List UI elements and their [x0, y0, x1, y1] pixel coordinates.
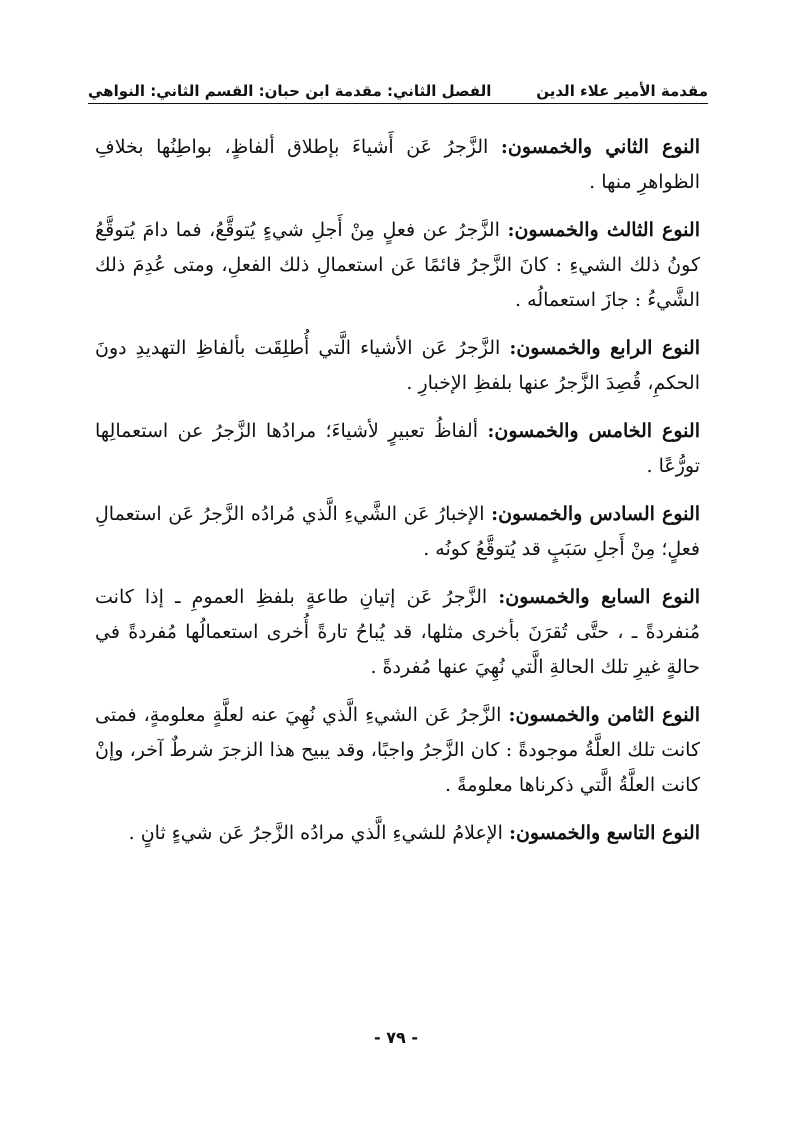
paragraph: [95, 331, 700, 401]
paragraph: [95, 580, 700, 685]
paragraph: [95, 698, 700, 803]
page-number: - ٧٩ -: [374, 1028, 418, 1047]
paragraph-text: الزَّجرُ عن فعلٍ مِنْ أَجلِ شيءٍ يُتوقَّعُ، فما دامَ يُتوقَّعُ كونُ ذلك الشيءِ : كانَ الزَّجرُ قائمًا عَن استعمالِ ذلك الفعلِ، ومتى عُدِمَ ذلك الشَّيءُ : جازَ استعمالُه .: [95, 219, 700, 311]
paragraph-text: الزَّجرُ عَن إتيانِ طاعةٍ بلفظِ العمومِ ـ إذا كانت مُنفردةً ـ ، حتَّى تُقرَنَ بأخرى مثلها، قد يُباحُ تارةً أُخرى استعمالُها مُفردةً في حالةٍ غيرِ تلك الحالةِ الَّتي نُهِيَ عنها مُفردةً .: [95, 586, 700, 678]
paragraph: [95, 414, 700, 484]
running-header: [88, 70, 708, 100]
paragraph-text: الزَّجرُ عَن أَشياءَ بإطلاق ألفاظٍ، بواطِنُها بخلافِ الظواهرِ منها .: [95, 136, 700, 193]
paragraph: [95, 130, 700, 200]
header-chapter-title: الفصل الثاني: مقدمة ابن حبان: القسم الثاني: النواهي: [88, 82, 492, 100]
paragraph-heading: النوع الثالث والخمسون:: [507, 219, 700, 241]
paragraph-heading: النوع الرابع والخمسون:: [509, 337, 700, 359]
paragraph-heading: النوع الثامن والخمسون:: [508, 704, 700, 726]
paragraph-text: الزَّجرُ عَن الشيءِ الَّذي نُهِيَ عنه لعلَّةٍ معلومةٍ، فمتى كانت تلك العلَّةُ موجودةً : كان الزَّجرُ واجبًا، وقد يبيح هذا الزجرَ شرطٌ آخر، وإنْ كانت العلَّةُ الَّتي ذكرناها معلومةً .: [95, 704, 700, 796]
paragraph-text: الإعلامُ للشيءِ الَّذي مرادُه الزَّجرُ عَن شيءٍ ثانٍ .: [128, 822, 509, 844]
paragraph-text: ألفاظُ تعبيرٍ لأشياءَ؛ مرادُها الزَّجرُ عن استعمالِها تورُّعًا .: [95, 420, 700, 477]
paragraph-text: الإخبارُ عَن الشَّيءِ الَّذي مُرادُه الزَّجرُ عَن استعمالِ فعلٍ؛ مِنْ أَجلِ سَبَبٍ قد يُتوقَّعُ كونُه .: [95, 503, 700, 560]
paragraph: [95, 213, 700, 318]
paragraph-heading: النوع السابع والخمسون:: [498, 586, 700, 608]
paragraph-heading: النوع الخامس والخمسون:: [487, 420, 700, 442]
header-book-title: مقدمة الأمير علاء الدين: [536, 82, 708, 100]
header-divider: [88, 103, 708, 104]
page-body: [95, 130, 700, 864]
paragraph: [95, 497, 700, 567]
paragraph: [95, 816, 700, 851]
paragraph-heading: النوع الثاني والخمسون:: [500, 136, 700, 158]
paragraph-heading: النوع التاسع والخمسون:: [508, 822, 700, 844]
paragraph-text: الزَّجرُ عَن الأشياء الَّتي أُطلِقَت بألفاظِ التهديدِ دونَ الحكمِ، قُصِدَ الزَّجرُ عنها بلفظِ الإخبارِ .: [95, 337, 700, 394]
paragraph-heading: النوع السادس والخمسون:: [491, 503, 700, 525]
